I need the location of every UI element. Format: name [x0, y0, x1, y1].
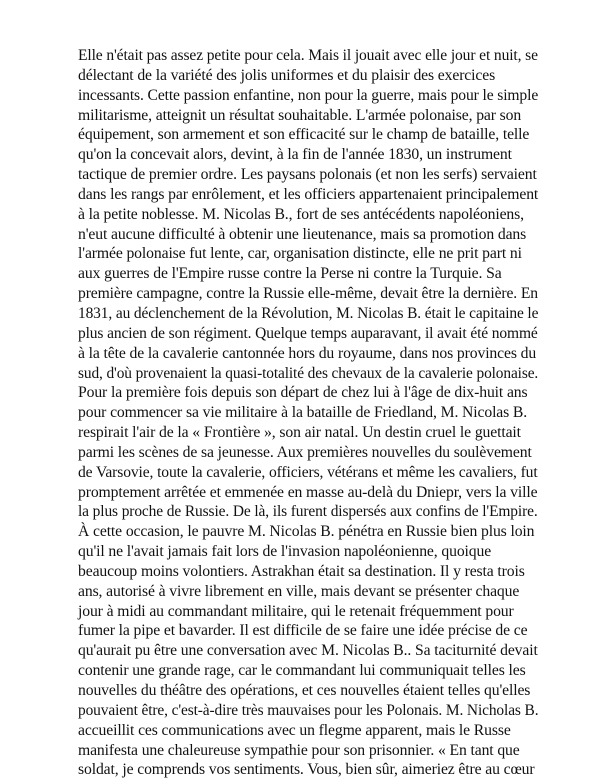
text-line: première campagne, contre la Russie elle-même, devait être la dernière. En: [78, 285, 538, 303]
text-line: jour à midi au commandant militaire, qui le retenait fréquemment pour: [78, 602, 514, 620]
text-line: la plus proche de Russie. De là, ils furent dispersés aux confins de l'Empire.: [78, 503, 538, 521]
text-line: 1831, au déclenchement de la Révolution, M. Nicolas B. était le capitaine le: [78, 304, 539, 322]
text-line: qu'aurait pu être une conversation avec M. Nicolas B.. Sa taciturnité devait: [78, 642, 538, 660]
text-line: soldat, je comprends vos sentiments. Vous, bien sûr, aimeriez être au cœur: [78, 761, 535, 779]
text-line: parmi les scènes de sa jeunesse. Aux premières nouvelles du soulèvement: [78, 443, 532, 461]
text-line: équipement, son armement et son efficacité sur le champ de bataille, telle: [78, 126, 530, 144]
text-line: À cette occasion, le pauvre M. Nicolas B. pénétra en Russie bien plus loin: [78, 523, 535, 541]
text-line: incessants. Cette passion enfantine, non pour la guerre, mais pour le simple: [78, 86, 539, 104]
text-line: dans les rangs par enrôlement, et les officiers appartenaient principalement: [78, 185, 539, 203]
text-line: qu'il ne l'avait jamais fait lors de l'invasion napoléonienne, quoique: [78, 543, 492, 561]
text-line: tactique de premier ordre. Les paysans polonais (et non les serfs) servaient: [78, 166, 537, 184]
text-line: manifesta une chaleureuse sympathie pour son prisonnier. « En tant que: [78, 741, 520, 759]
text-line: promptement arrêtée et emmenée en masse au-delà du Dniepr, vers la ville: [78, 483, 538, 501]
text-line: Pour la première fois depuis son départ de chez lui à l'âge de dix-huit ans: [78, 384, 528, 402]
text-line: sud, d'où provenaient la quasi-totalité des chevaux de la cavalerie polonaise.: [78, 364, 539, 382]
text-line: contenir une grande rage, car le commandant lui communiquait telles les: [78, 662, 526, 680]
text-line: beaucoup moins volontiers. Astrakhan était sa destination. Il y resta trois: [78, 562, 525, 580]
text-line: nouvelles du théâtre des opérations, et ces nouvelles étaient telles qu'elles: [78, 682, 531, 699]
text-line: accueillit ces communications avec un flegme apparent, mais le Russe: [78, 721, 511, 739]
text-line: pouvaient être, c'est-à-dire très mauvaises pour les Polonais. M. Nicholas B.: [78, 701, 539, 719]
text-line: de Varsovie, toute la cavalerie, officiers, vétérans et même les cavaliers, fut: [78, 463, 538, 481]
text-line: ans, autorisé à vivre librement en ville, mais devant se présenter chaque: [78, 582, 520, 600]
text-line: aux guerres de l'Empire russe contre la Perse ni contre la Turquie. Sa: [78, 265, 502, 283]
text-line: pour commencer sa vie militaire à la bataille de Friedland, M. Nicolas B.: [78, 404, 528, 422]
text-line: n'eut aucune difficulté à obtenir une lieutenance, mais sa promotion dans: [78, 225, 527, 243]
text-line: qu'on la concevait alors, devint, à la fin de l'année 1830, un instrument: [78, 146, 512, 164]
text-line: Elle n'était pas assez petite pour cela. Mais il jouait avec elle jour et nuit, se: [78, 47, 538, 64]
text-line: l'armée polonaise fut lente, car, organisation distincte, elle ne prit part ni: [78, 245, 522, 263]
body-text: [78, 46, 539, 780]
text-line: à la tête de la cavalerie cantonnée hors du royaume, dans nos provinces du: [78, 344, 537, 362]
text-line: militarisme, atteignit un résultat souhaitable. L'armée polonaise, par son: [78, 106, 522, 124]
text-line: respirait l'air de la « Frontière », son air natal. Un destin cruel le guettait: [78, 424, 521, 442]
text-line: à la petite noblesse. M. Nicolas B., fort de ses antécédents napoléoniens,: [78, 205, 524, 223]
text-line: fumer la pipe et bavarder. Il est difficile de se faire une idée précise de ce: [78, 622, 528, 640]
text-line: délectant de la variété des jolis uniformes et du plaisir des exercices: [78, 66, 496, 84]
text-line: plus ancien de son régiment. Quelque temps auparavant, il avait été nommé: [78, 324, 538, 342]
